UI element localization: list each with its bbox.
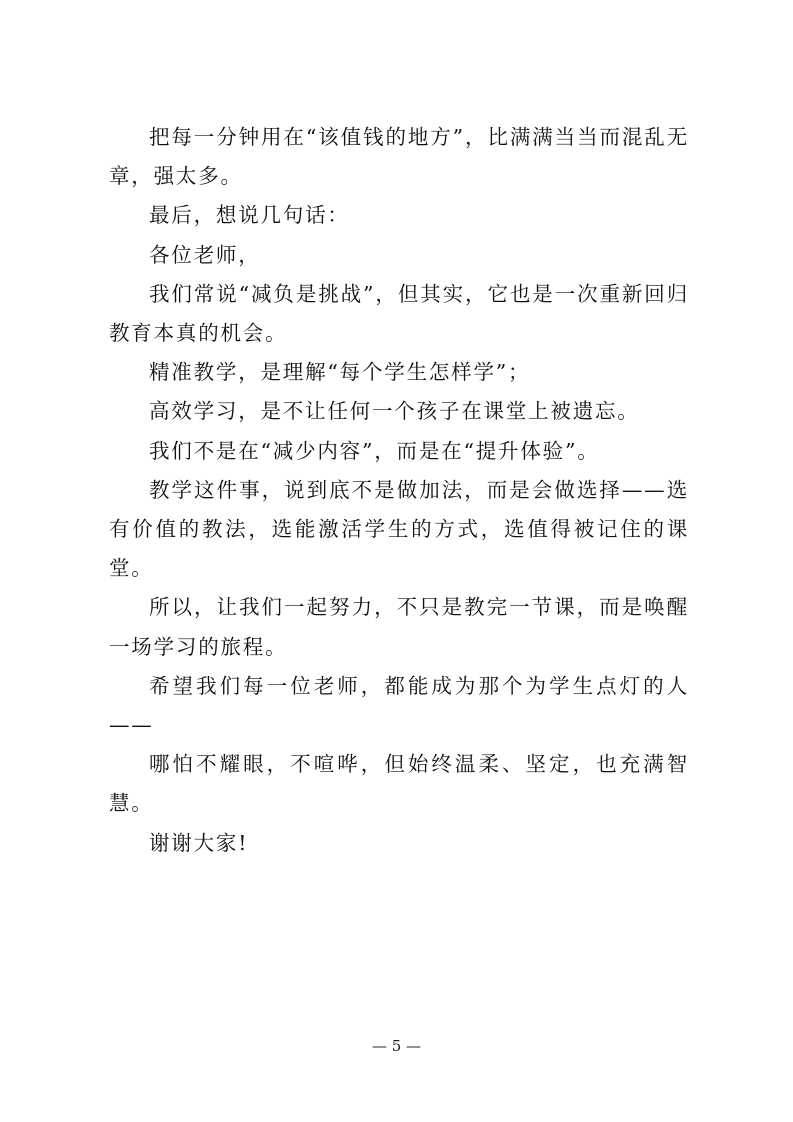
paragraph: 教学这件事，说到底不是做加法，而是会做选择——选有价值的教法，选能激活学生的方式，选值得被记住的课堂。 <box>109 477 689 581</box>
paragraph: 哪怕不耀眼，不喧哗，但始终温柔、坚定，也充满智慧。 <box>109 752 689 816</box>
page-number: — 5 — <box>371 1037 422 1055</box>
paragraph: 精准教学，是理解“每个学生怎样学”； <box>149 360 531 385</box>
paragraph: 我们常说“减负是挑战”，但其实，它也是一次重新回归教育本真的机会。 <box>109 281 689 346</box>
paragraph: 高效学习，是不让任何一个孩子在课堂上被遗忘。 <box>149 399 640 424</box>
paragraph: 把每一分钟用在“该值钱的地方”，比满满当当而混乱无章，强太多。 <box>109 125 689 189</box>
paragraph: 我们不是在“减少内容”，而是在“提升体验”。 <box>149 438 600 463</box>
document-body <box>109 118 689 863</box>
paragraph: 希望我们每一位老师，都能成为那个为学生点灯的人—— <box>109 673 689 738</box>
paragraph: 谢谢大家! <box>149 830 249 855</box>
paragraph: 各位老师， <box>149 242 261 267</box>
paragraph: 所以，让我们一起努力，不只是教完一节课，而是唤醒一场学习的旅程。 <box>109 595 689 659</box>
paragraph: 最后，想说几句话： <box>149 203 350 228</box>
